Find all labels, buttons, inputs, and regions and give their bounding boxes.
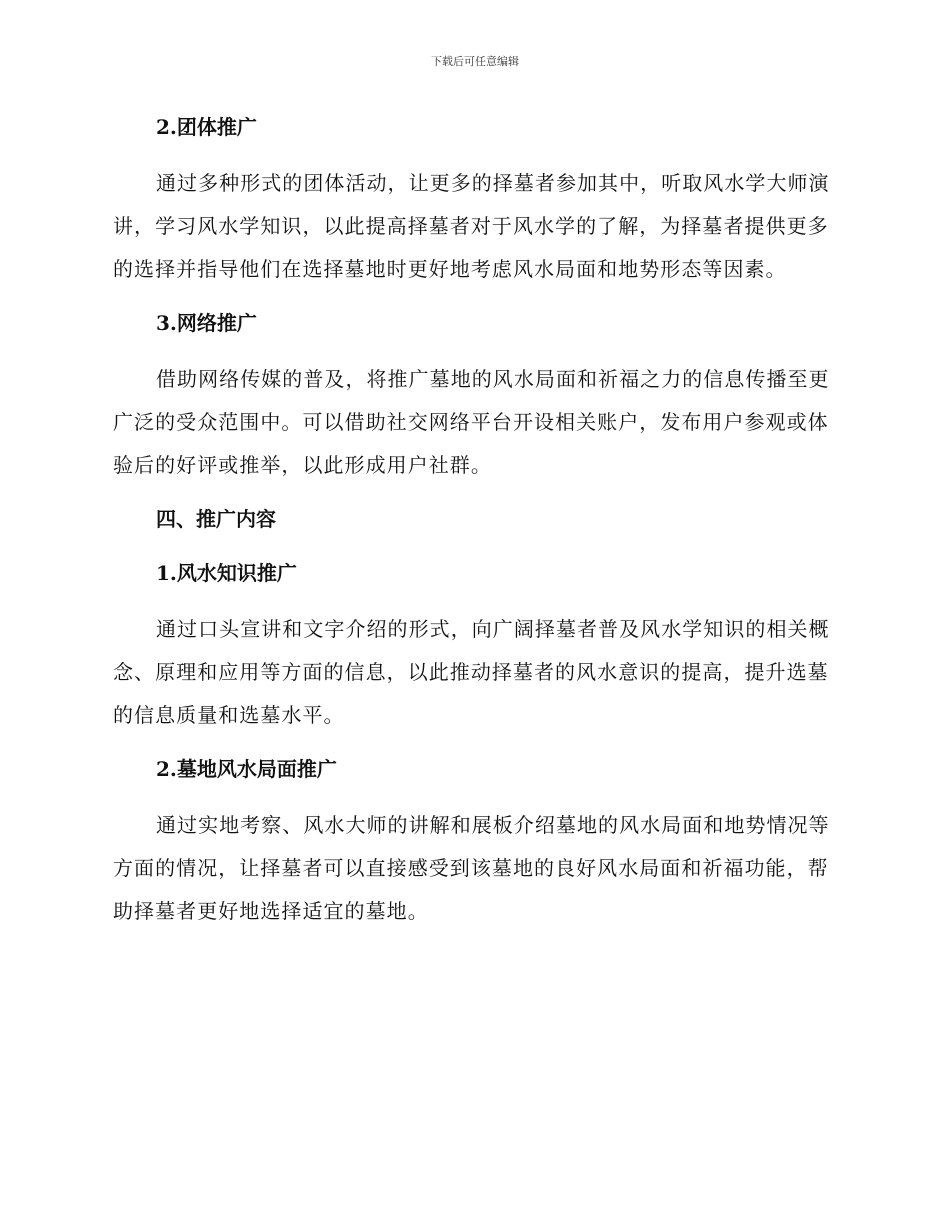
- section-heading-cemetery-fengshui: 2.墓地风水局面推广: [156, 757, 337, 781]
- document-body: [113, 112, 833, 933]
- section-paragraph-group-promotion: 通过多种形式的团体活动，让更多的择墓者参加其中，听取风水学大师演讲，学习风水学知识，以此提高择墓者对于风水学的了解，为择墓者提供更多的选择并指导他们在选择墓地时更好地考虑风水局面和地势形态等因素。: [113, 171, 830, 281]
- section-paragraph-cemetery-fengshui: 通过实地考察、风水大师的讲解和展板介绍墓地的风水局面和地势情况等方面的情况，让择墓者可以直接感受到该墓地的良好风水局面和祈福功能，帮助择墓者更好地选择适宜的墓地。: [113, 813, 830, 923]
- section-heading-group-promotion: 2.团体推广: [156, 115, 257, 139]
- chapter-heading-promotion-content: 四、推广内容: [156, 507, 276, 531]
- section-heading-network-promotion: 3.网络推广: [156, 311, 257, 335]
- section-heading-fengshui-knowledge: 1.风水知识推广: [156, 561, 297, 585]
- page-header: 下载后可任意编辑: [431, 55, 519, 68]
- section-paragraph-network-promotion: 借助网络传媒的普及，将推广墓地的风水局面和祈福之力的信息传播至更广泛的受众范围中。可以借助社交网络平台开设相关账户，发布用户参观或体验后的好评或推举，以此形成用户社群。: [113, 367, 830, 477]
- section-paragraph-fengshui-knowledge: 通过口头宣讲和文字介绍的形式，向广阔择墓者普及风水学知识的相关概念、原理和应用等方面的信息，以此推动择墓者的风水意识的提高，提升选墓的信息质量和选墓水平。: [113, 617, 830, 727]
